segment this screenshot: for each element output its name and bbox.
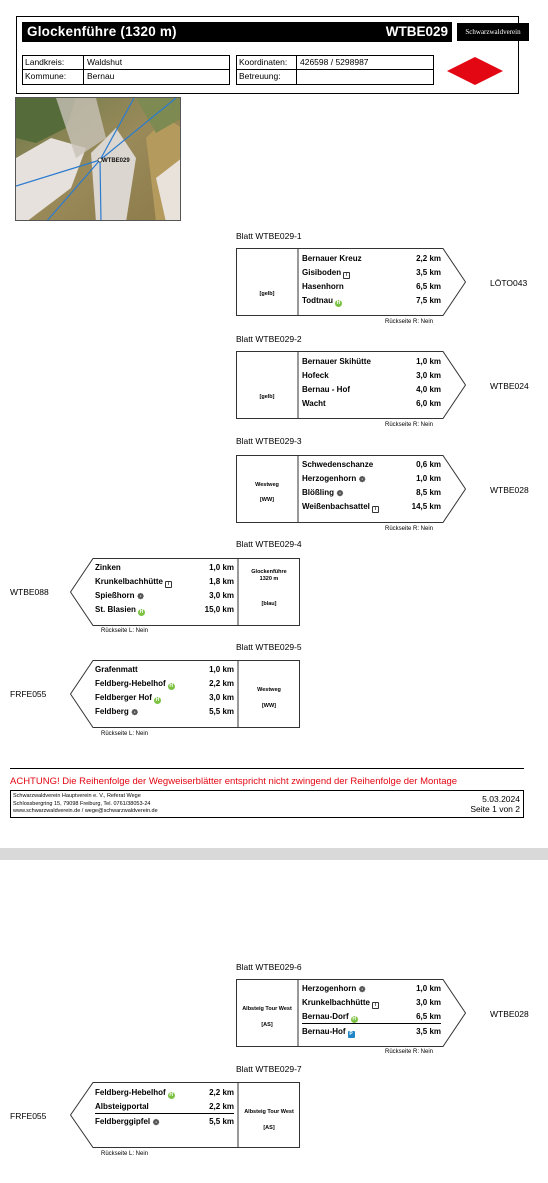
route-marker-label: [gelb] <box>259 291 275 297</box>
kommune-value: Bernau <box>87 71 115 81</box>
title-bar <box>22 22 452 42</box>
svg-text:WTBE029: WTBE029 <box>102 158 130 164</box>
destination-row: Herzogenhorn ❁ 1,0 km <box>302 474 441 484</box>
route-name-label: Westweg <box>255 482 279 488</box>
route-name-label: Albsteig Tour West <box>242 1006 292 1012</box>
destination-row: Grafenmatt 1,0 km <box>95 665 234 674</box>
route-marker-label: [gelb] <box>259 394 275 400</box>
back-side-note: Rückseite R: Nein <box>385 1049 434 1055</box>
route-marker-label: [WW] <box>261 703 277 709</box>
destination-row: Gisiboden i 3,5 km <box>302 268 441 278</box>
red-diamond-icon <box>446 56 504 86</box>
destination-row: Schwedenschanze 0,6 km <box>302 460 441 469</box>
signpost-1[interactable] <box>236 248 466 316</box>
route-marker-label: [AS] <box>263 1125 275 1131</box>
location-name-label: Glockenführe <box>251 569 287 575</box>
location-code: WTBE029 <box>385 24 448 39</box>
bus-stop-icon: H <box>352 1015 356 1022</box>
route-marker-label: [AS] <box>261 1022 273 1028</box>
sheet-label-6: Blatt WTBE029-6 <box>236 962 302 972</box>
info-board-icon: i <box>165 581 172 588</box>
location-map[interactable] <box>15 97 181 221</box>
next-signpost-code: WTBE088 <box>10 587 49 597</box>
next-signpost-code: WTBE024 <box>490 381 529 391</box>
signpost-4[interactable] <box>70 558 300 626</box>
destination-row: Wacht 6,0 km <box>302 399 441 408</box>
footer-date: 5.03.2024 <box>482 794 520 804</box>
signpost-2[interactable] <box>236 351 466 419</box>
footer-meta <box>470 794 520 814</box>
meta-left <box>22 55 230 85</box>
footer-page-number: Seite 1 von 2 <box>470 804 520 814</box>
destination-row: Bernau-Hof P 3,5 km <box>302 1027 441 1037</box>
destination-row: Hasenhorn 6,5 km <box>302 282 441 291</box>
meta-right <box>236 55 434 85</box>
destination-row: Feldberg ❁ 5,5 km <box>95 707 234 717</box>
next-signpost-code: WTBE028 <box>490 1009 529 1019</box>
signpost-5[interactable] <box>70 660 300 728</box>
destination-row: Krunkelbachhütte i 3,0 km <box>302 998 441 1008</box>
bus-stop-icon: H <box>169 682 173 689</box>
destination-row: Bernau - Hof 4,0 km <box>302 385 441 394</box>
destination-row: Bernau-Dorf H 6,5 km <box>302 1010 441 1024</box>
sheet-label-4: Blatt WTBE029-4 <box>236 539 302 549</box>
back-side-note: Rückseite L: Nein <box>101 628 149 634</box>
destination-row: Feldberger Hof H 3,0 km <box>95 693 234 703</box>
next-signpost-code: FRFE055 <box>10 689 47 699</box>
koordinaten-value: 426598 / 5298987 <box>300 57 369 67</box>
info-board-icon: i <box>372 506 379 513</box>
sheet-label-1: Blatt WTBE029-1 <box>236 231 302 241</box>
back-side-note: Rückseite R: Nein <box>385 422 434 428</box>
route-marker-label: [blau] <box>261 601 277 607</box>
destination-row: Feldberg-Hebelhof H 2,2 km <box>95 1088 234 1098</box>
footer-org: Schwarzwaldverein Hauptverein e. V., Referat Wege <box>13 793 141 799</box>
page-title: Glockenführe (1320 m) <box>27 24 177 39</box>
sheet-label-5: Blatt WTBE029-5 <box>236 642 302 652</box>
destination-row: St. Blasien H 15,0 km <box>95 605 234 615</box>
destination-row: Todtnau H 7,5 km <box>302 296 441 306</box>
aerial-map-image <box>16 98 181 221</box>
back-side-note: Rückseite R: Nein <box>385 319 434 325</box>
destination-row: Bernauer Kreuz 2,2 km <box>302 254 441 263</box>
location-altitude-label: 1320 m <box>259 576 279 582</box>
viewpoint-icon: ❁ <box>358 474 366 484</box>
footer-web: www.schwarzwaldverein.de / wege@schwarzwaldverein.de <box>13 808 158 814</box>
destination-row: Herzogenhorn ❁ 1,0 km <box>302 984 441 994</box>
destination-row: Blößling ❁ 8,5 km <box>302 488 441 498</box>
separator-line <box>10 768 524 769</box>
viewpoint-icon: ❁ <box>336 488 344 498</box>
next-signpost-code: LÖTO043 <box>490 278 528 288</box>
page-separator <box>0 848 548 860</box>
next-signpost-code: FRFE055 <box>10 1111 47 1121</box>
footer-address <box>13 793 158 816</box>
destination-row: Feldberg-Hebelhof H 2,2 km <box>95 679 234 689</box>
sheet-label-3: Blatt WTBE029-3 <box>236 436 302 446</box>
signpost-3[interactable] <box>236 455 466 523</box>
brand-logo: Schwarzwaldverein <box>457 23 529 41</box>
info-board-icon: i <box>372 1002 379 1009</box>
info-board-icon: i <box>343 272 350 279</box>
destination-row: Bernauer Skihütte 1,0 km <box>302 357 441 366</box>
viewpoint-icon: ❁ <box>152 1117 160 1127</box>
destination-row: Albsteigportal 2,2 km <box>95 1100 234 1114</box>
next-signpost-code: WTBE028 <box>490 485 529 495</box>
landkreis-value: Waldshut <box>87 57 123 67</box>
bus-stop-icon: H <box>336 299 341 306</box>
route-marker-label: [WW] <box>259 497 275 503</box>
sheet-label-7: Blatt WTBE029-7 <box>236 1064 302 1074</box>
destination-row: Zinken 1,0 km <box>95 563 234 572</box>
viewpoint-icon: ❁ <box>137 591 144 601</box>
viewpoint-icon: ❁ <box>131 707 139 717</box>
bus-stop-icon: H <box>155 696 160 703</box>
warning-text: ACHTUNG! Die Reihenfolge der Wegweiserblätter entspricht nicht zwingend der Reihenfolge der Montage <box>10 776 458 787</box>
back-side-note: Rückseite L: Nein <box>101 1151 149 1157</box>
route-name-label: Albsteig Tour West <box>244 1109 294 1115</box>
sheet-label-2: Blatt WTBE029-2 <box>236 334 302 344</box>
bus-stop-icon: H <box>169 1091 173 1098</box>
signpost-6[interactable] <box>236 979 466 1047</box>
destination-row: Weißenbachsattel i 14,5 km <box>302 502 441 512</box>
page-2 <box>0 860 548 1183</box>
kommune-label: Kommune: <box>23 70 84 84</box>
destination-row: Feldberggipfel ❁ 5,5 km <box>95 1117 234 1127</box>
landkreis-label: Landkreis: <box>23 56 84 70</box>
route-name-label: Westweg <box>257 687 281 693</box>
betreuung-value <box>297 70 300 84</box>
header-box <box>16 16 519 94</box>
betreuung-label: Betreuung: <box>237 70 297 84</box>
destination-row: Spießhorn ❁ 3,0 km <box>95 591 234 601</box>
back-side-note: Rückseite L: Nein <box>101 731 149 737</box>
destination-row: Hofeck 3,0 km <box>302 371 441 380</box>
bus-stop-icon: H <box>139 608 144 615</box>
destination-row: Krunkelbachhütte i 1,8 km <box>95 577 234 587</box>
footer-street: Schlossbergring 15, 79098 Freiburg, Tel. 0761/38053-24 <box>13 800 151 807</box>
viewpoint-icon: ❁ <box>358 984 366 994</box>
koordinaten-label: Koordinaten: <box>237 56 297 70</box>
signpost-7[interactable] <box>70 1082 300 1148</box>
footer-box <box>10 790 524 818</box>
parking-icon: P <box>349 1030 353 1037</box>
back-side-note: Rückseite R: Nein <box>385 526 434 532</box>
